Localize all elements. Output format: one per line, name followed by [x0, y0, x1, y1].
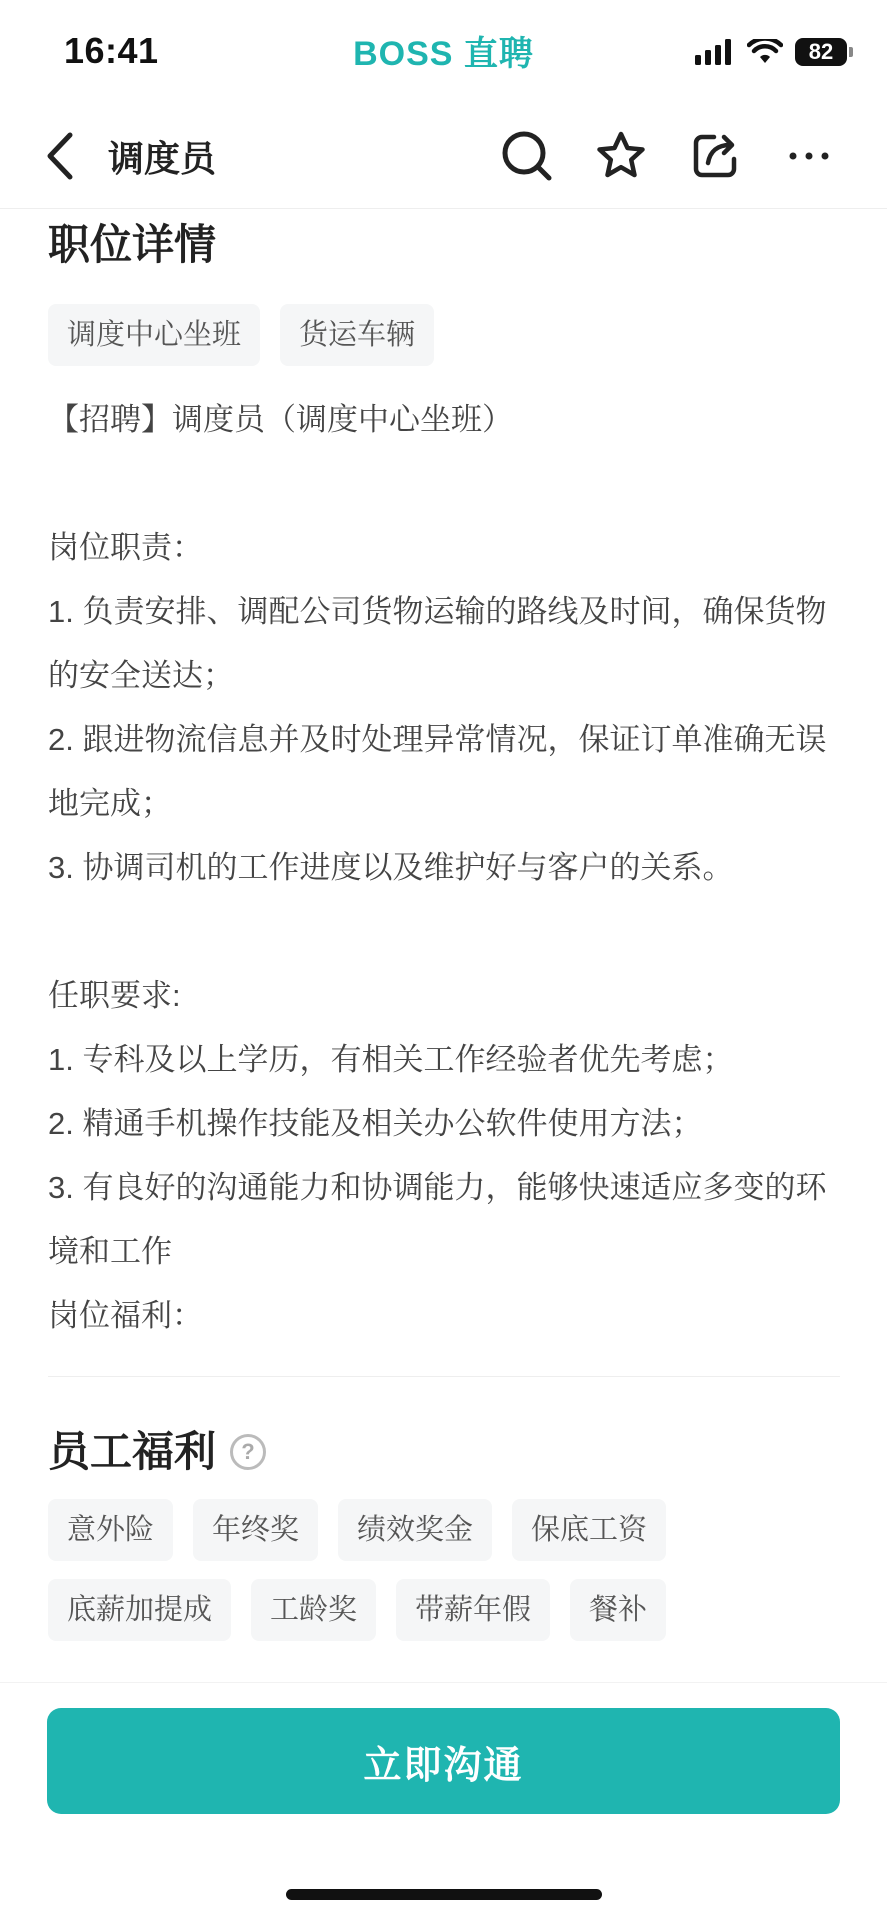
battery-indicator: 82: [795, 38, 847, 66]
job-tag: 货运车辆: [280, 304, 434, 366]
welfare-tag: 带薪年假: [396, 1579, 550, 1641]
welfare-tag: 意外险: [48, 1499, 173, 1561]
search-icon: [500, 129, 554, 183]
job-tag: 调度中心坐班: [48, 304, 260, 366]
share-icon: [688, 129, 742, 183]
status-icons: [695, 38, 847, 66]
star-icon: [594, 129, 648, 183]
welfare-tag: 工龄奖: [251, 1579, 376, 1641]
welfare-tag: 餐补: [570, 1579, 666, 1641]
bottom-action-bar: [0, 1682, 887, 1921]
search-button[interactable]: [498, 127, 556, 185]
welfare-header: [48, 1423, 840, 1481]
status-time: 16:41: [64, 30, 159, 71]
welfare-tags: [48, 1499, 840, 1641]
job-detail-content: [48, 208, 840, 1641]
welfare-tag: 底薪加提成: [48, 1579, 231, 1641]
home-indicator: [286, 1889, 602, 1900]
section-title-detail: 职位详情: [48, 221, 217, 268]
more-button[interactable]: [780, 127, 838, 185]
chat-now-button[interactable]: 立即沟通: [47, 1708, 840, 1814]
divider: [48, 1376, 840, 1377]
brand-logo: BOSS 直聘: [353, 35, 534, 73]
section-title-welfare: 员工福利: [48, 1428, 217, 1475]
help-icon[interactable]: ?: [230, 1434, 266, 1470]
page-title: 调度员: [108, 138, 217, 179]
share-button[interactable]: [686, 127, 744, 185]
job-tags: [48, 304, 840, 366]
welfare-tag: 年终奖: [193, 1499, 318, 1561]
more-icon: [782, 129, 836, 183]
signal-icon: [695, 39, 735, 65]
back-icon: [40, 129, 80, 183]
status-bar: [0, 0, 887, 105]
job-description: 【招聘】调度员（调度中心坐班） 岗位职责： 1. 负责安排、调配公司货物运输的路线及时间，确保货物的安全送达； 2. 跟进物流信息并及时处理异常情况，保证订单准确无误地完成； 3. 协调司机的工作进度以及维护好与客户的关系。 任职要求: 1. 专科及以上学历，有相关工作经验者优先考虑； 2. 精通手机操作技能及相关办公软件使用方法； 3. 有良好的沟通能力和协调能力，能够快速适应多变的环境和工作 岗位福利：: [48, 402, 827, 1333]
welfare-tag: 保底工资: [512, 1499, 666, 1561]
welfare-tag: 绩效奖金: [338, 1499, 492, 1561]
nav-bar: [0, 105, 887, 209]
favorite-button[interactable]: [592, 127, 650, 185]
back-button[interactable]: [40, 129, 80, 183]
wifi-icon: [747, 39, 783, 65]
